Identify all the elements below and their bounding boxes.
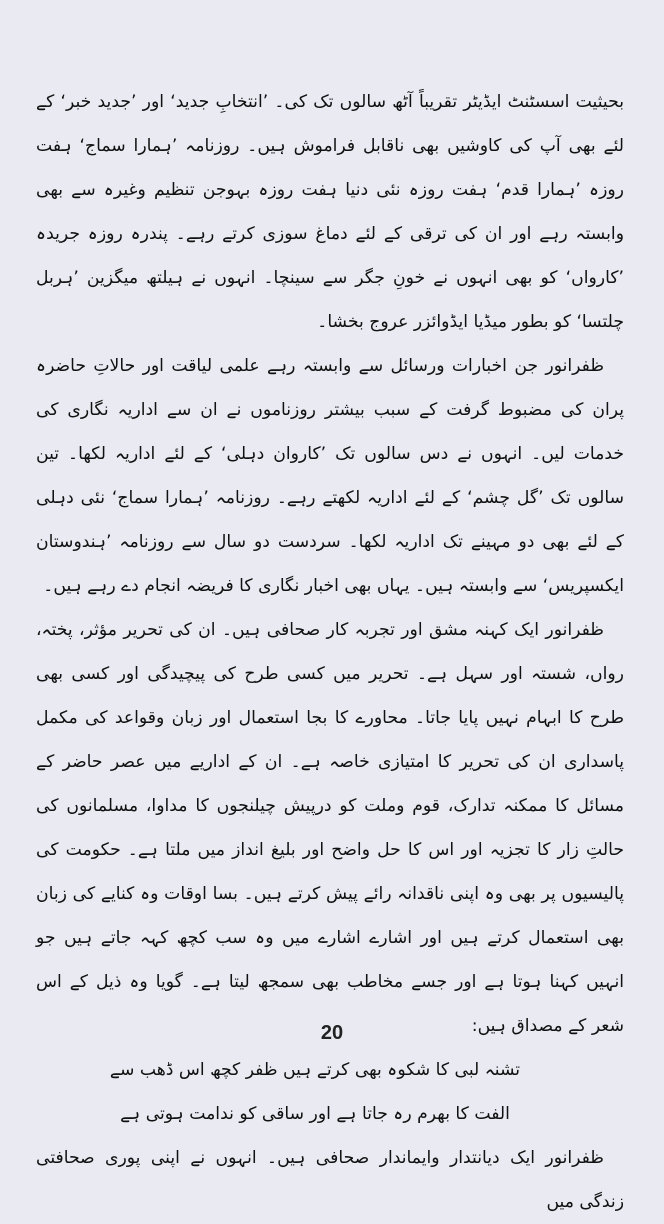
paragraph-writing-style: ظفرانور ایک کہنہ مشق اور تجربہ کار صحافی ہیں۔ ان کی تحریر مؤثر، پختہ، رواں، شستہ اور سہل ہے۔ تحریر میں کسی طرح کی پیچیدگی اور کسی بھی طرح کا ابہام نہیں پایا جاتا۔ محاورے کا بجا استعمال اور زبان وقواعد کی مکمل پاسداری ان کی تحریر کا امتیازی خاصہ ہے۔ ان کے اداریے میں عصر حاضر کے مسائل کا ممکنہ تدارک، قوم وملت کو درپیش چیلنجوں کا مداوا، مسلمانوں کی حالتِ زار کا تجزیہ اور اس کا حل واضح اور بلیغ انداز میں ملتا ہے۔ حکومت کی پالیسیوں پر بھی وہ اپنی ناقدانہ رائے پیش کرتے ہیں۔ بسا اوقات وہ کنایے کی زبان بھی استعمال کرتے ہیں اور اشارے اشارے میں وہ سب کچھ کہہ جاتے ہیں جو انہیں کہنا ہوتا ہے اور جسے مخاطب بھی سمجھ لیتا ہے۔ گویا وہ ذیل کے اس شعر کے مصداق ہیں: (36, 620, 624, 1036)
paragraph-editorial-roles: بحیثیت اسسٹنٹ ایڈیٹر تقریباً آٹھ سالوں تک کی۔ ’انتخابِ جدید‘ اور ’جدید خبر‘ کے لئے بھی آپ کی کاوشیں بھی ناقابل فراموش ہیں۔ روزنامہ ’ہمارا سماج‘ ہفت روزہ ’ہمارا قدم‘ ہفت روزہ نئی دنیا ہفت روزہ بہوجن تنظیم وغیرہ سے بھی وابستہ رہے اور ان کی ترقی کے لئے دماغ سوزی کرتے رہے۔ پندرہ روزہ جریدہ ’کارواں‘ کو بھی انہوں نے خونِ جگر سے سینچا۔ انہوں نے ہیلتھ میگزین ’ہربل چلتسا‘ کو بطور میڈیا ایڈوائزر عروج بخشا۔ (36, 92, 624, 332)
page-number: 20 (320, 1022, 344, 1044)
verse-line-1: تشنہ لبی کا شکوہ بھی کرتے ہیں ظفر کچھ اس ڈھب سے (109, 1060, 521, 1080)
paragraph-editorial-writing: ظفرانور جن اخبارات ورسائل سے وابستہ رہے علمی لیاقت اور حالاتِ حاضرہ پران کی مضبوط گرفت کے سبب بیشتر روزناموں نے ان سے اداریہ نگاری کی خدمات لیں۔ انہوں نے دس سالوں تک ’کاروان دہلی‘ کے لئے اداریہ لکھا۔ تین سالوں تک ’گل چشم‘ کے لئے اداریہ لکھتے رہے۔ روزنامہ ’ہمارا سماج‘ نئی دہلی کے لئے بھی دو مہینے تک اداریہ لکھا۔ سردست دو سال سے روزنامہ ’ہندوستان ایکسپریس‘ سے وابستہ ہیں۔ یہاں بھی اخبار نگاری کا فریضہ انجام دے رہے ہیں۔ (36, 356, 624, 596)
verse-line-2: الفت کا بھرم رہ جاتا ہے اور ساقی کو ندامت ہوتی ہے (120, 1104, 510, 1124)
verse-couplet (36, 1048, 624, 1136)
paragraph-closing: ظفرانور ایک دیانتدار وایماندار صحافی ہیں۔ انہوں نے اپنی پوری صحافتی زندگی میں (36, 1148, 624, 1212)
